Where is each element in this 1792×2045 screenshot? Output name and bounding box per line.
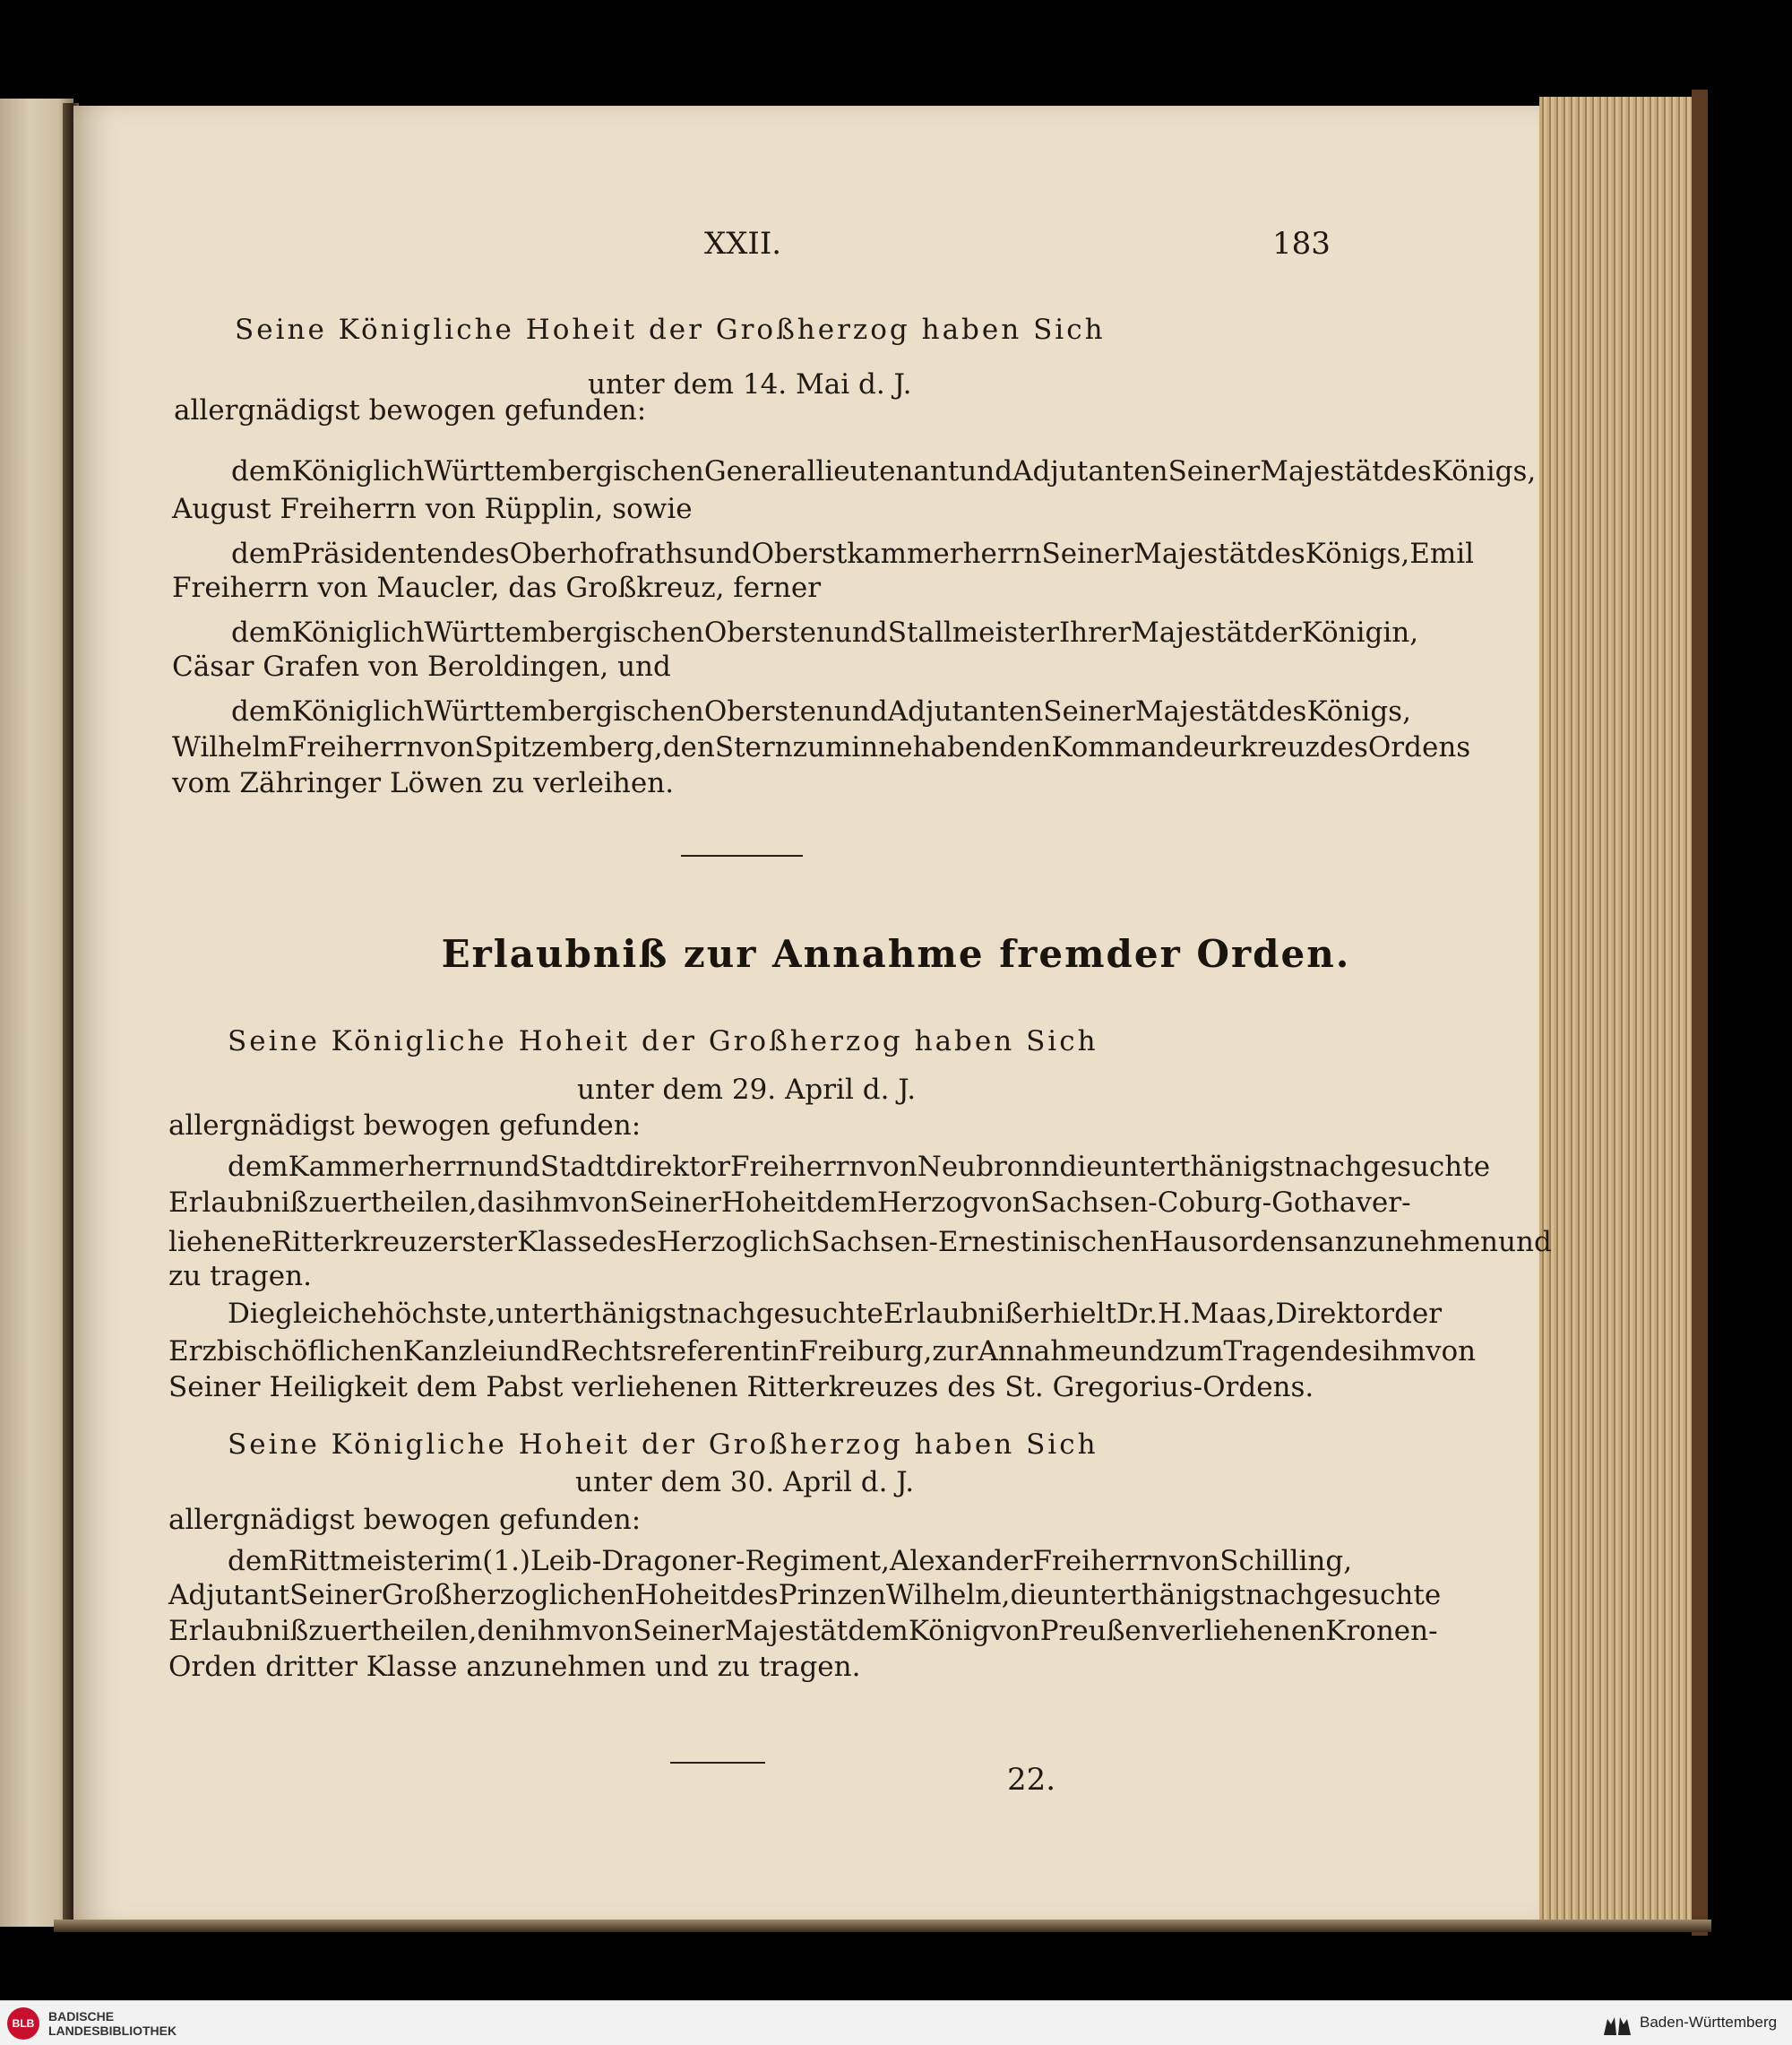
text-line — [231, 694, 1411, 729]
word: des — [729, 1579, 779, 1611]
word: Schilling, — [1219, 1545, 1353, 1577]
word: Kammerherrn — [288, 1151, 487, 1183]
word: Hoheit — [720, 1186, 817, 1219]
library-name-line2: LANDESBIBLIOTHEK — [48, 2023, 177, 2038]
word: von — [866, 1151, 918, 1183]
word: liehene — [168, 1226, 271, 1258]
word: Stallmeister — [887, 617, 1059, 649]
word: ertheilen, — [340, 1186, 478, 1219]
word: Präsidenten — [291, 538, 461, 570]
word: unterthänigst — [495, 1298, 688, 1330]
word: Seiner — [1043, 695, 1135, 728]
text-line — [172, 729, 1471, 765]
word: Alexander — [889, 1545, 1033, 1577]
word: Annahme — [978, 1335, 1111, 1368]
text-line: Freiherrn von Maucler, das Großkreuz, ferner — [172, 572, 822, 604]
word: Württembergischen — [424, 455, 704, 488]
word: Maas, — [1190, 1298, 1276, 1330]
word: ihm — [529, 1615, 582, 1647]
word: Wilhelm — [172, 731, 288, 764]
word: ertheilen, — [340, 1615, 478, 1647]
word: zu — [308, 1186, 341, 1219]
word: erster — [432, 1226, 518, 1258]
word: der — [1254, 617, 1302, 649]
word: im — [446, 1545, 483, 1577]
word: und — [833, 695, 888, 728]
word: ihm — [1372, 1335, 1426, 1368]
section-divider — [681, 855, 803, 857]
word: erhielt — [1023, 1298, 1116, 1330]
word: der — [1394, 1298, 1443, 1330]
word: des — [461, 538, 510, 570]
word: nachgesuchte — [1295, 1151, 1491, 1183]
word: Erlaubniß — [168, 1615, 309, 1647]
word: unterthänigst — [1102, 1151, 1296, 1183]
word: dem — [228, 1151, 289, 1183]
section-title: Erlaubniß zur Annahme fremder Orden. — [441, 932, 1351, 976]
word: Spitzemberg, — [474, 731, 663, 764]
word: Rechtsreferent — [560, 1335, 772, 1368]
word: zum — [1164, 1335, 1224, 1368]
word: Obersten — [703, 617, 834, 649]
word: die — [1010, 1579, 1054, 1611]
word: dem — [848, 1615, 909, 1647]
word: Ordens — [1367, 731, 1471, 764]
word: Ihrer — [1058, 617, 1132, 649]
word: nachgesuchte — [1245, 1579, 1442, 1611]
word: Kronen- — [1325, 1615, 1438, 1647]
word: nachgesuchte — [687, 1298, 883, 1330]
word: Majestät — [1131, 617, 1254, 649]
word: Generallieutenant — [703, 455, 960, 488]
word: innehabenden — [851, 731, 1052, 764]
text-line — [228, 1149, 1491, 1185]
word: Herzog — [876, 1186, 980, 1219]
decree3-date: unter dem 30. April d. J. — [575, 1466, 915, 1498]
word: des — [1383, 455, 1432, 488]
decree2-found: allergnädigst bewogen gefunden: — [168, 1109, 642, 1142]
bottom-rule — [670, 1762, 765, 1764]
word: Königin, — [1301, 617, 1419, 649]
word: Seiner — [1041, 538, 1134, 570]
word: Preußen — [1039, 1615, 1159, 1647]
signature-mark: 22. — [1007, 1762, 1056, 1798]
word: den — [662, 731, 715, 764]
word: des — [1256, 538, 1305, 570]
library-name — [48, 2009, 177, 2038]
word: Herzoglich — [656, 1226, 812, 1258]
word: ihm — [525, 1186, 580, 1219]
text-line — [228, 1296, 1443, 1332]
word: Freiburg, — [798, 1335, 933, 1368]
word: Königlich — [291, 455, 425, 488]
word: Direktor — [1275, 1298, 1395, 1330]
state-name: Baden-Württemberg — [1640, 2014, 1778, 2031]
word: Majestät — [724, 1615, 849, 1647]
text-line: zu tragen. — [168, 1260, 312, 1292]
word: König — [908, 1615, 990, 1647]
word: des — [1258, 695, 1307, 728]
word: zu — [308, 1615, 341, 1647]
page-bottom-edge — [54, 1920, 1711, 1932]
decree3-intro: Seine Königliche Hoheit der Großherzog haben Sich — [228, 1428, 1098, 1461]
word: Majestät — [1133, 538, 1257, 570]
text-line: vom Zähringer Löwen zu verleihen. — [172, 767, 675, 799]
word: Dr. — [1116, 1298, 1159, 1330]
word: und — [506, 1335, 561, 1368]
word: Erzbischöflichen — [168, 1335, 403, 1368]
word: anzunehmen — [1318, 1226, 1499, 1258]
word: zum — [792, 731, 852, 764]
word: und — [1498, 1226, 1552, 1258]
word: Hausordens — [1149, 1226, 1319, 1258]
decree1-found: allergnädigst bewogen gefunden: — [174, 394, 647, 427]
word: Adjutanten — [1012, 455, 1168, 488]
word: Majestät — [1260, 455, 1383, 488]
text-line — [168, 1577, 1442, 1613]
word: dem — [231, 538, 292, 570]
word: H. — [1158, 1298, 1191, 1330]
page-number: 183 — [1272, 226, 1331, 262]
word: Königlich — [291, 617, 425, 649]
word: Württembergischen — [424, 695, 704, 728]
word: Seiner — [289, 1579, 382, 1611]
word: und — [697, 538, 752, 570]
decree3-found: allergnädigst bewogen gefunden: — [168, 1504, 642, 1536]
word: von — [989, 1615, 1040, 1647]
viewer-footer — [0, 2000, 1792, 2045]
blb-logo-icon: BLB — [7, 2007, 39, 2040]
word: Adjutant — [168, 1579, 290, 1611]
word: von — [1426, 1335, 1477, 1368]
word: dem — [231, 695, 292, 728]
word: Kanzlei — [402, 1335, 507, 1368]
word: gleiche — [275, 1298, 377, 1330]
word: Die — [228, 1298, 276, 1330]
word: und — [959, 455, 1013, 488]
word: Freiherrn — [287, 731, 425, 764]
word: Königs, — [1431, 455, 1537, 488]
text-line: August Freiherrn von Rüpplin, sowie — [172, 493, 693, 525]
word: Oberstkammerherrn — [751, 538, 1042, 570]
word: Seiner — [633, 1615, 725, 1647]
cover-board-edge — [1692, 90, 1708, 1936]
word: die — [1059, 1151, 1103, 1183]
text-line — [231, 453, 1537, 489]
word: Erlaubniß — [883, 1298, 1024, 1330]
word: von — [979, 1186, 1031, 1219]
word: dem — [231, 617, 292, 649]
text-line — [168, 1224, 1552, 1260]
word: Klasse — [517, 1226, 608, 1258]
word: Ritterkreuz — [271, 1226, 433, 1258]
word: dem — [231, 455, 292, 488]
word: Seiner — [629, 1186, 721, 1219]
word: Obersten — [703, 695, 834, 728]
word: des — [1319, 731, 1368, 764]
word: von — [579, 1186, 630, 1219]
word: den — [477, 1615, 530, 1647]
text-line — [231, 536, 1475, 572]
text-line — [168, 1613, 1438, 1649]
word: Erlaubniß — [168, 1186, 309, 1219]
text-line — [228, 1543, 1353, 1579]
word: Wilhelm, — [885, 1579, 1011, 1611]
page-fore-edge — [1539, 97, 1705, 1929]
word: Freiherrn — [730, 1151, 867, 1183]
text-line — [168, 1333, 1477, 1369]
word: ver- — [1356, 1186, 1411, 1219]
word: Stern — [714, 731, 793, 764]
word: Königlich — [291, 695, 425, 728]
word: und — [833, 617, 888, 649]
word: Württembergischen — [424, 617, 704, 649]
decree2-intro: Seine Königliche Hoheit der Großherzog haben Sich — [228, 1025, 1098, 1057]
word: Adjutanten — [887, 695, 1044, 728]
word: von — [582, 1615, 633, 1647]
text-line — [168, 1185, 1411, 1221]
word: Neubronn — [917, 1151, 1060, 1183]
word: und — [1110, 1335, 1165, 1368]
word: Leib-Dragoner-Regiment, — [530, 1545, 890, 1577]
decree1-date: unter dem 14. Mai d. J. — [588, 368, 912, 401]
library-name-line1: BADISCHE — [48, 2009, 115, 2023]
word: verliehenen — [1159, 1615, 1326, 1647]
word: Prinzen — [778, 1579, 886, 1611]
word: Rittmeister — [288, 1545, 447, 1577]
text-line: Cäsar Grafen von Beroldingen, und — [172, 651, 671, 683]
word: Großherzoglichen — [381, 1579, 635, 1611]
word: Sachsen-Ernestinischen — [811, 1226, 1150, 1258]
word: Seiner — [1167, 455, 1261, 488]
word: Majestät — [1134, 695, 1259, 728]
word: dem — [228, 1545, 289, 1577]
word: des — [1323, 1335, 1373, 1368]
word: höchste, — [376, 1298, 496, 1330]
baden-wuerttemberg-lions-icon — [1602, 2012, 1633, 2037]
word: von — [1169, 1545, 1220, 1577]
word: Oberhofraths — [509, 538, 698, 570]
word: Königs, — [1305, 538, 1410, 570]
decree1-intro: Seine Königliche Hoheit der Großherzog haben Sich — [235, 314, 1106, 346]
decree2-date: unter dem 29. April d. J. — [577, 1074, 917, 1106]
word: Freiherrn — [1032, 1545, 1170, 1577]
word: Sachsen-Coburg-Gotha — [1030, 1186, 1357, 1219]
word: dem — [816, 1186, 877, 1219]
word: und — [487, 1151, 540, 1183]
word: Königs, — [1306, 695, 1411, 728]
word: das — [477, 1186, 526, 1219]
text-line: Orden dritter Klasse anzunehmen und zu tragen. — [168, 1651, 861, 1683]
word: Emil — [1409, 538, 1475, 570]
word: in — [771, 1335, 799, 1368]
section-number: XXII. — [704, 226, 782, 262]
word: des — [607, 1226, 657, 1258]
text-line — [231, 615, 1419, 651]
word: (1.) — [482, 1545, 531, 1577]
text-line: Seiner Heiligkeit dem Pabst verliehenen Ritterkreuzes des St. Gregorius-Ordens. — [168, 1371, 1314, 1403]
word: zur — [932, 1335, 978, 1368]
word: Kommandeurkreuz — [1051, 731, 1320, 764]
word: Hoheit — [634, 1579, 730, 1611]
word: unterthänigst — [1053, 1579, 1246, 1611]
word: Tragen — [1223, 1335, 1324, 1368]
word: Stadtdirektor — [539, 1151, 731, 1183]
word: von — [424, 731, 475, 764]
